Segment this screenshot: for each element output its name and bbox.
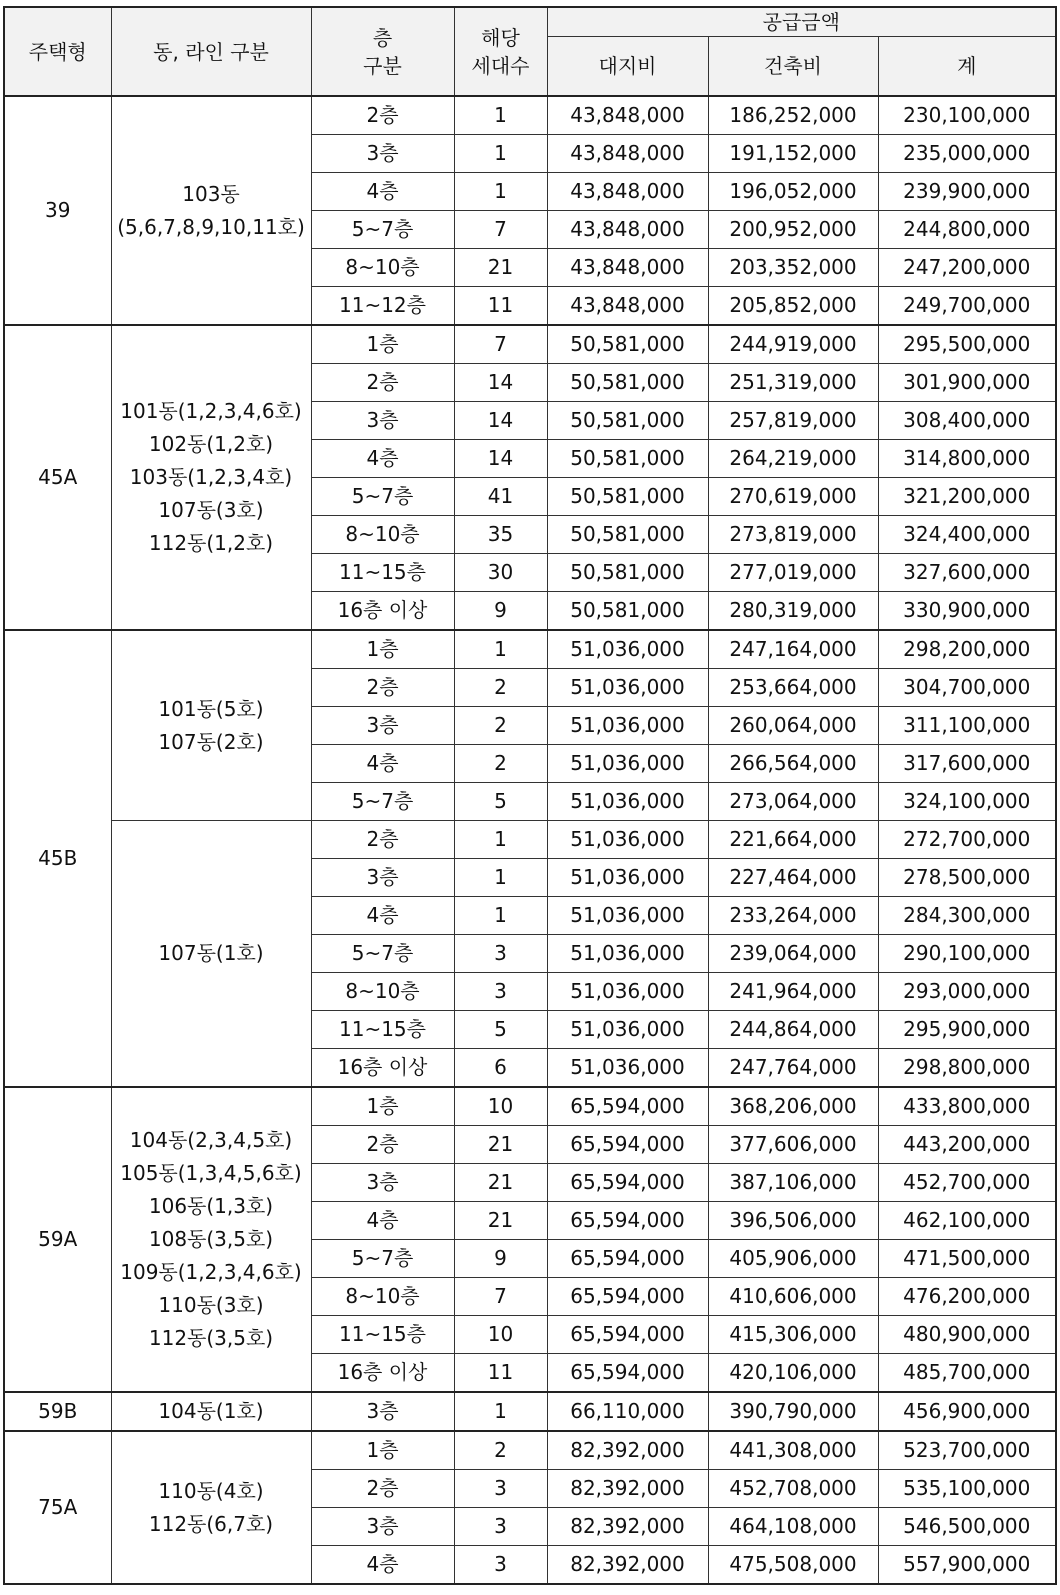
units-cell: 9: [454, 592, 547, 631]
units-cell: 1: [454, 135, 547, 173]
land-cost-cell: 51,036,000: [547, 859, 708, 897]
table-row: [4, 630, 1056, 669]
land-cost-cell: 65,594,000: [547, 1278, 708, 1316]
housing-type-cell: 59A: [4, 1087, 111, 1392]
construction-cost-cell: 239,064,000: [708, 935, 878, 973]
construction-cost-cell: 273,819,000: [708, 516, 878, 554]
total-cell: 244,800,000: [878, 211, 1056, 249]
total-cell: 278,500,000: [878, 859, 1056, 897]
land-cost-cell: 43,848,000: [547, 173, 708, 211]
land-cost-cell: 51,036,000: [547, 1011, 708, 1049]
total-cell: 433,800,000: [878, 1087, 1056, 1126]
land-cost-cell: 51,036,000: [547, 821, 708, 859]
building-line-text: 102동(1,2호): [148, 432, 274, 456]
building-line-text: 112동(6,7호): [148, 1511, 274, 1536]
floor-cell: 5~7층: [311, 1240, 454, 1278]
building-line-text: 110동(4호): [158, 1478, 264, 1503]
table-row: [4, 1431, 1056, 1470]
header-units-line2: 세대수: [471, 53, 530, 78]
total-cell: 298,200,000: [878, 630, 1056, 669]
floor-cell: 3층: [311, 859, 454, 897]
floor-cell: 11~12층: [311, 287, 454, 326]
header-units-line1: 해당: [481, 25, 520, 50]
construction-cost-cell: 405,906,000: [708, 1240, 878, 1278]
total-cell: 330,900,000: [878, 592, 1056, 631]
building-line-text: 112동(3,5호): [148, 1326, 274, 1350]
land-cost-cell: 51,036,000: [547, 669, 708, 707]
building-line-text: 106동(1,3호): [148, 1194, 274, 1218]
land-cost-cell: 65,594,000: [547, 1126, 708, 1164]
floor-cell: 3층: [311, 402, 454, 440]
floor-cell: 4층: [311, 173, 454, 211]
header-units: [454, 7, 547, 96]
land-cost-cell: 82,392,000: [547, 1546, 708, 1585]
construction-cost-cell: 475,508,000: [708, 1546, 878, 1585]
floor-cell: 8~10층: [311, 973, 454, 1011]
construction-cost-cell: 377,606,000: [708, 1126, 878, 1164]
total-cell: 480,900,000: [878, 1316, 1056, 1354]
construction-cost-cell: 452,708,000: [708, 1470, 878, 1508]
floor-cell: 1층: [311, 1087, 454, 1126]
floor-cell: 1층: [311, 1431, 454, 1470]
total-cell: 239,900,000: [878, 173, 1056, 211]
units-cell: 9: [454, 1240, 547, 1278]
table-body: [4, 96, 1056, 1584]
construction-cost-cell: 280,319,000: [708, 592, 878, 631]
building-line-text: 110동(3호): [158, 1293, 264, 1317]
construction-cost-cell: 186,252,000: [708, 96, 878, 135]
building-line-cell: [111, 1392, 311, 1431]
units-cell: 10: [454, 1087, 547, 1126]
land-cost-cell: 65,594,000: [547, 1164, 708, 1202]
floor-cell: 2층: [311, 1470, 454, 1508]
units-cell: 41: [454, 478, 547, 516]
units-cell: 14: [454, 364, 547, 402]
units-cell: 2: [454, 707, 547, 745]
floor-cell: 3층: [311, 1392, 454, 1431]
units-cell: 5: [454, 783, 547, 821]
total-cell: 304,700,000: [878, 669, 1056, 707]
total-cell: 324,100,000: [878, 783, 1056, 821]
floor-cell: 4층: [311, 745, 454, 783]
floor-cell: 11~15층: [311, 1316, 454, 1354]
floor-cell: 5~7층: [311, 935, 454, 973]
total-cell: 317,600,000: [878, 745, 1056, 783]
construction-cost-cell: 191,152,000: [708, 135, 878, 173]
land-cost-cell: 82,392,000: [547, 1431, 708, 1470]
total-cell: 314,800,000: [878, 440, 1056, 478]
units-cell: 21: [454, 1202, 547, 1240]
table-header: [4, 7, 1056, 96]
building-line-cell: [111, 325, 311, 630]
units-cell: 21: [454, 249, 547, 287]
units-cell: 1: [454, 630, 547, 669]
floor-cell: 11~15층: [311, 554, 454, 592]
land-cost-cell: 51,036,000: [547, 707, 708, 745]
total-cell: 311,100,000: [878, 707, 1056, 745]
units-cell: 14: [454, 402, 547, 440]
units-cell: 3: [454, 935, 547, 973]
land-cost-cell: 50,581,000: [547, 325, 708, 364]
units-cell: 2: [454, 669, 547, 707]
land-cost-cell: 82,392,000: [547, 1508, 708, 1546]
construction-cost-cell: 257,819,000: [708, 402, 878, 440]
floor-cell: 4층: [311, 897, 454, 935]
building-line-text: 107동(2호): [158, 729, 264, 754]
building-line-text: 103동: [182, 181, 240, 206]
construction-cost-cell: 196,052,000: [708, 173, 878, 211]
land-cost-cell: 50,581,000: [547, 402, 708, 440]
building-line-cell: [111, 96, 311, 325]
building-line-cell: [111, 1087, 311, 1392]
land-cost-cell: 66,110,000: [547, 1392, 708, 1431]
floor-cell: 8~10층: [311, 516, 454, 554]
land-cost-cell: 65,594,000: [547, 1354, 708, 1393]
units-cell: 11: [454, 1354, 547, 1393]
total-cell: 290,100,000: [878, 935, 1056, 973]
table-row: [4, 325, 1056, 364]
construction-cost-cell: 410,606,000: [708, 1278, 878, 1316]
total-cell: 471,500,000: [878, 1240, 1056, 1278]
housing-type-cell: 59B: [4, 1392, 111, 1431]
construction-cost-cell: 251,319,000: [708, 364, 878, 402]
construction-cost-cell: 390,790,000: [708, 1392, 878, 1431]
building-line-text: 103동(1,2,3,4호): [129, 465, 293, 489]
construction-cost-cell: 247,764,000: [708, 1049, 878, 1088]
header-floor-line2: 구분: [363, 53, 402, 78]
floor-cell: 3층: [311, 1164, 454, 1202]
floor-cell: 5~7층: [311, 211, 454, 249]
units-cell: 35: [454, 516, 547, 554]
land-cost-cell: 82,392,000: [547, 1470, 708, 1508]
housing-type-cell: 45A: [4, 325, 111, 630]
units-cell: 7: [454, 325, 547, 364]
floor-cell: 11~15층: [311, 1011, 454, 1049]
total-cell: 321,200,000: [878, 478, 1056, 516]
building-line-text: 101동(5호): [158, 696, 264, 721]
construction-cost-cell: 241,964,000: [708, 973, 878, 1011]
header-land-cost: 대지비: [547, 37, 708, 97]
total-cell: 557,900,000: [878, 1546, 1056, 1585]
building-line-text: 112동(1,2호): [148, 531, 274, 555]
total-cell: 235,000,000: [878, 135, 1056, 173]
land-cost-cell: 43,848,000: [547, 287, 708, 326]
construction-cost-cell: 244,864,000: [708, 1011, 878, 1049]
construction-cost-cell: 266,564,000: [708, 745, 878, 783]
header-total: 계: [878, 37, 1056, 97]
floor-cell: 1층: [311, 630, 454, 669]
land-cost-cell: 50,581,000: [547, 478, 708, 516]
floor-cell: 8~10층: [311, 249, 454, 287]
total-cell: 298,800,000: [878, 1049, 1056, 1088]
units-cell: 1: [454, 1392, 547, 1431]
building-line-text: (5,6,7,8,9,10,11호): [117, 214, 305, 239]
construction-cost-cell: 233,264,000: [708, 897, 878, 935]
construction-cost-cell: 420,106,000: [708, 1354, 878, 1393]
building-line-text: 107동(3호): [158, 498, 264, 522]
units-cell: 2: [454, 1431, 547, 1470]
land-cost-cell: 50,581,000: [547, 440, 708, 478]
floor-cell: 1층: [311, 325, 454, 364]
construction-cost-cell: 253,664,000: [708, 669, 878, 707]
total-cell: 443,200,000: [878, 1126, 1056, 1164]
construction-cost-cell: 441,308,000: [708, 1431, 878, 1470]
floor-cell: 8~10층: [311, 1278, 454, 1316]
units-cell: 1: [454, 96, 547, 135]
floor-cell: 3층: [311, 707, 454, 745]
floor-cell: 16층 이상: [311, 1049, 454, 1088]
total-cell: 293,000,000: [878, 973, 1056, 1011]
supply-price-table: [3, 6, 1057, 1585]
units-cell: 1: [454, 821, 547, 859]
header-floor: [311, 7, 454, 96]
land-cost-cell: 43,848,000: [547, 249, 708, 287]
units-cell: 3: [454, 1470, 547, 1508]
floor-cell: 16층 이상: [311, 592, 454, 631]
floor-cell: 4층: [311, 1202, 454, 1240]
units-cell: 1: [454, 897, 547, 935]
construction-cost-cell: 203,352,000: [708, 249, 878, 287]
floor-cell: 5~7층: [311, 478, 454, 516]
construction-cost-cell: 396,506,000: [708, 1202, 878, 1240]
building-line-text: 108동(3,5호): [148, 1227, 274, 1251]
construction-cost-cell: 415,306,000: [708, 1316, 878, 1354]
construction-cost-cell: 277,019,000: [708, 554, 878, 592]
construction-cost-cell: 270,619,000: [708, 478, 878, 516]
total-cell: 308,400,000: [878, 402, 1056, 440]
total-cell: 535,100,000: [878, 1470, 1056, 1508]
floor-cell: 5~7층: [311, 783, 454, 821]
units-cell: 3: [454, 973, 547, 1011]
land-cost-cell: 43,848,000: [547, 135, 708, 173]
building-line-text: 104동(2,3,4,5호): [129, 1128, 293, 1152]
table-row: [4, 96, 1056, 135]
construction-cost-cell: 273,064,000: [708, 783, 878, 821]
land-cost-cell: 50,581,000: [547, 364, 708, 402]
total-cell: 249,700,000: [878, 287, 1056, 326]
units-cell: 3: [454, 1508, 547, 1546]
building-line-text: 101동(1,2,3,4,6호): [120, 399, 302, 423]
land-cost-cell: 65,594,000: [547, 1316, 708, 1354]
units-cell: 3: [454, 1546, 547, 1585]
building-line-text: 105동(1,3,4,5,6호): [120, 1161, 302, 1185]
floor-cell: 3층: [311, 1508, 454, 1546]
land-cost-cell: 43,848,000: [547, 211, 708, 249]
floor-cell: 4층: [311, 440, 454, 478]
land-cost-cell: 51,036,000: [547, 897, 708, 935]
construction-cost-cell: 221,664,000: [708, 821, 878, 859]
units-cell: 7: [454, 1278, 547, 1316]
housing-type-cell: 75A: [4, 1431, 111, 1584]
total-cell: 272,700,000: [878, 821, 1056, 859]
header-building-line: 동, 라인 구분: [111, 7, 311, 96]
floor-cell: 2층: [311, 1126, 454, 1164]
construction-cost-cell: 387,106,000: [708, 1164, 878, 1202]
construction-cost-cell: 264,219,000: [708, 440, 878, 478]
header-housing-type: 주택형: [4, 7, 111, 96]
construction-cost-cell: 247,164,000: [708, 630, 878, 669]
units-cell: 14: [454, 440, 547, 478]
header-supply-amount: 공급금액: [547, 7, 1056, 37]
building-line-cell: [111, 630, 311, 821]
land-cost-cell: 51,036,000: [547, 630, 708, 669]
land-cost-cell: 51,036,000: [547, 973, 708, 1011]
land-cost-cell: 65,594,000: [547, 1240, 708, 1278]
floor-cell: 4층: [311, 1546, 454, 1585]
building-line-cell: [111, 821, 311, 1088]
construction-cost-cell: 464,108,000: [708, 1508, 878, 1546]
total-cell: 247,200,000: [878, 249, 1056, 287]
total-cell: 230,100,000: [878, 96, 1056, 135]
total-cell: 324,400,000: [878, 516, 1056, 554]
housing-type-cell: 45B: [4, 630, 111, 1087]
units-cell: 10: [454, 1316, 547, 1354]
land-cost-cell: 65,594,000: [547, 1087, 708, 1126]
units-cell: 21: [454, 1126, 547, 1164]
floor-cell: 2층: [311, 364, 454, 402]
construction-cost-cell: 368,206,000: [708, 1087, 878, 1126]
units-cell: 21: [454, 1164, 547, 1202]
units-cell: 5: [454, 1011, 547, 1049]
housing-type-cell: 39: [4, 96, 111, 325]
units-cell: 2: [454, 745, 547, 783]
construction-cost-cell: 260,064,000: [708, 707, 878, 745]
land-cost-cell: 51,036,000: [547, 935, 708, 973]
header-floor-line1: 층: [372, 25, 393, 50]
construction-cost-cell: 244,919,000: [708, 325, 878, 364]
floor-cell: 16층 이상: [311, 1354, 454, 1393]
total-cell: 476,200,000: [878, 1278, 1056, 1316]
total-cell: 301,900,000: [878, 364, 1056, 402]
total-cell: 485,700,000: [878, 1354, 1056, 1393]
floor-cell: 3층: [311, 135, 454, 173]
header-construction-cost: 건축비: [708, 37, 878, 97]
land-cost-cell: 51,036,000: [547, 745, 708, 783]
total-cell: 546,500,000: [878, 1508, 1056, 1546]
units-cell: 1: [454, 173, 547, 211]
building-line-text: 109동(1,2,3,4,6호): [120, 1260, 302, 1284]
building-line-text: 107동(1호): [158, 941, 264, 965]
land-cost-cell: 50,581,000: [547, 554, 708, 592]
construction-cost-cell: 205,852,000: [708, 287, 878, 326]
building-line-cell: [111, 1431, 311, 1584]
floor-cell: 2층: [311, 669, 454, 707]
table-row: [4, 1392, 1056, 1431]
land-cost-cell: 50,581,000: [547, 516, 708, 554]
units-cell: 11: [454, 287, 547, 326]
total-cell: 295,900,000: [878, 1011, 1056, 1049]
total-cell: 462,100,000: [878, 1202, 1056, 1240]
land-cost-cell: 51,036,000: [547, 783, 708, 821]
land-cost-cell: 65,594,000: [547, 1202, 708, 1240]
land-cost-cell: 51,036,000: [547, 1049, 708, 1088]
units-cell: 7: [454, 211, 547, 249]
units-cell: 6: [454, 1049, 547, 1088]
floor-cell: 2층: [311, 821, 454, 859]
land-cost-cell: 50,581,000: [547, 592, 708, 631]
total-cell: 284,300,000: [878, 897, 1056, 935]
building-line-text: 104동(1호): [158, 1399, 264, 1423]
land-cost-cell: 43,848,000: [547, 96, 708, 135]
table-row: [4, 1087, 1056, 1126]
total-cell: 523,700,000: [878, 1431, 1056, 1470]
units-cell: 30: [454, 554, 547, 592]
total-cell: 327,600,000: [878, 554, 1056, 592]
total-cell: 295,500,000: [878, 325, 1056, 364]
table-row: [4, 821, 1056, 859]
total-cell: 456,900,000: [878, 1392, 1056, 1431]
total-cell: 452,700,000: [878, 1164, 1056, 1202]
floor-cell: 2층: [311, 96, 454, 135]
units-cell: 1: [454, 859, 547, 897]
construction-cost-cell: 227,464,000: [708, 859, 878, 897]
construction-cost-cell: 200,952,000: [708, 211, 878, 249]
